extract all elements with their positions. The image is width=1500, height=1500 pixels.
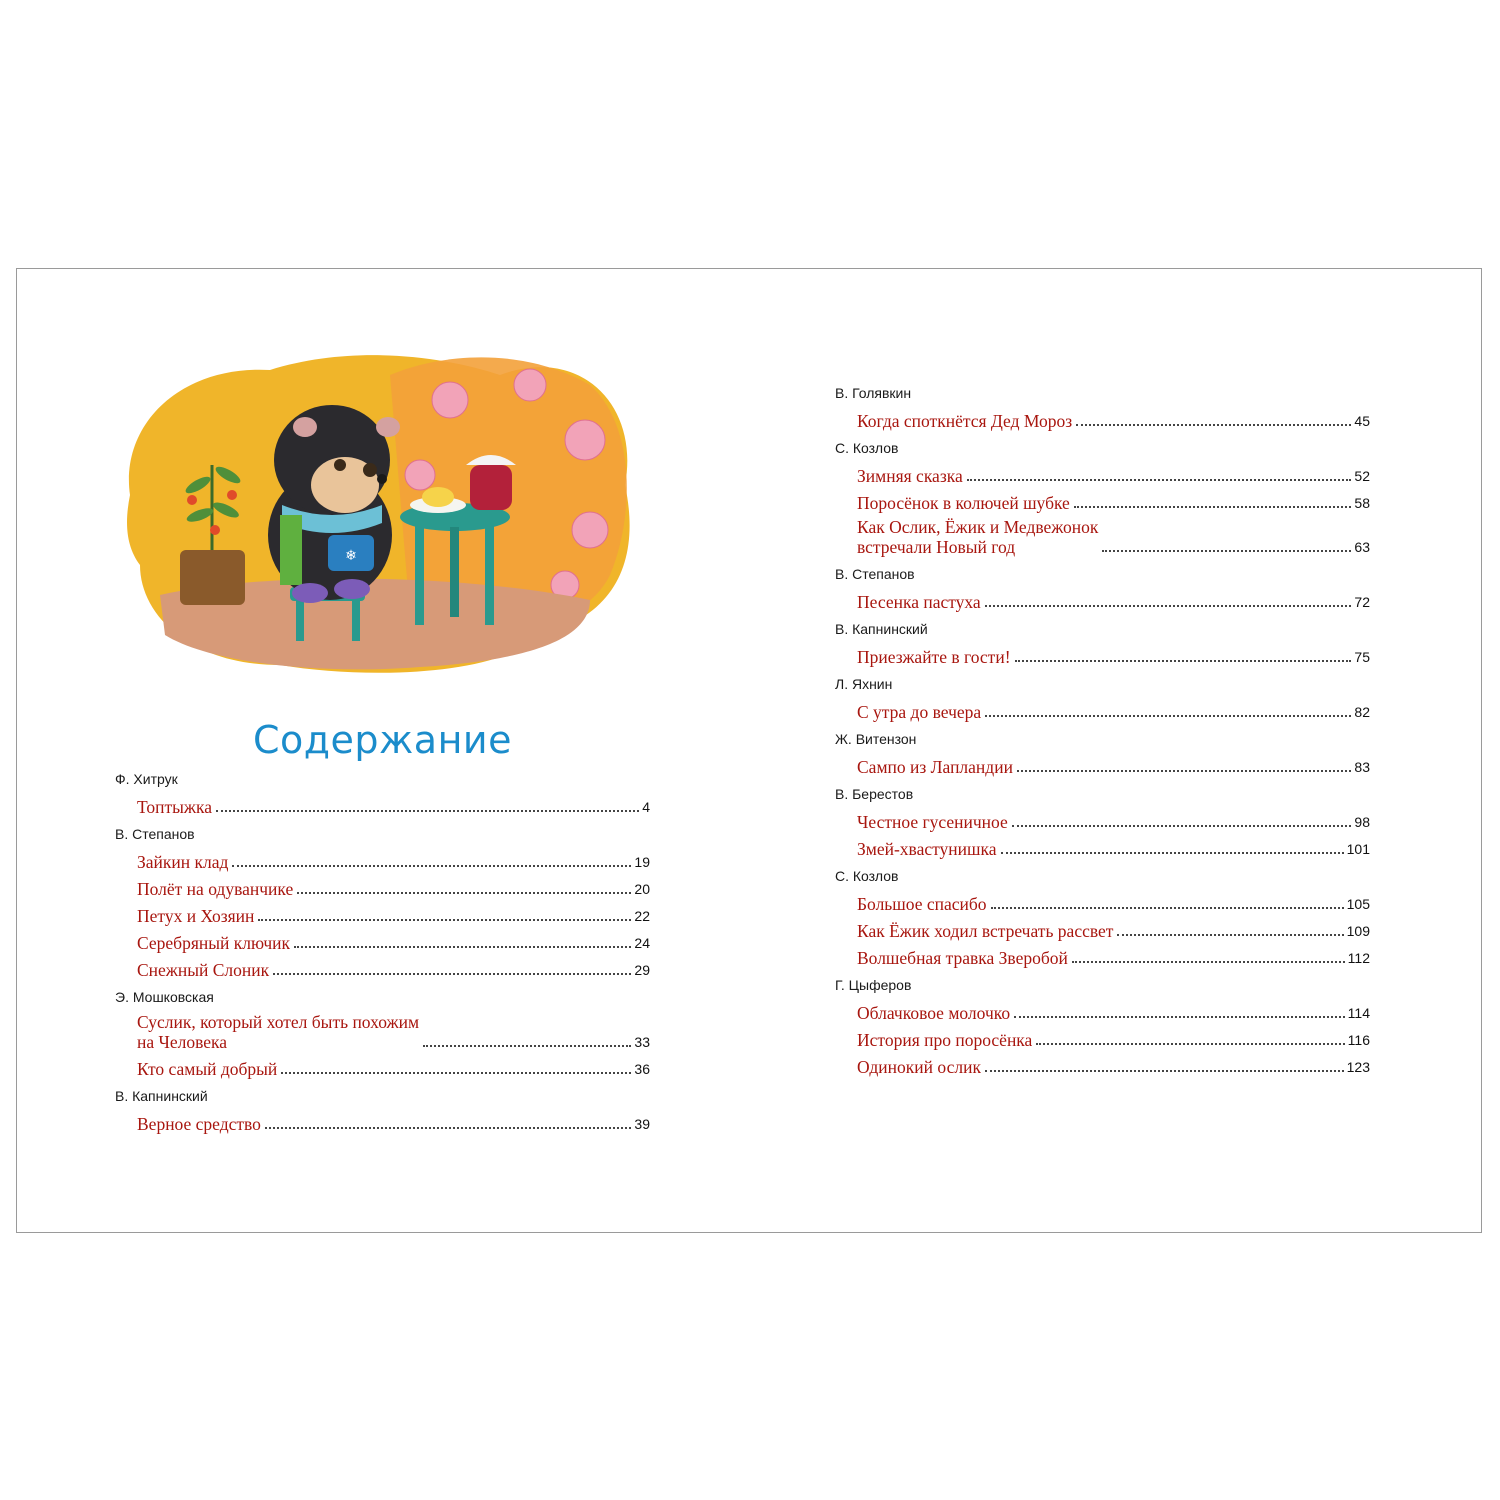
story-title: Приезжайте в гости! (857, 647, 1011, 667)
story-title: История про поросёнка (857, 1030, 1033, 1050)
story-title: Полёт на одуванчике (137, 879, 294, 899)
story-title: Сампо из Лапландии (857, 757, 1013, 777)
author-name: Ж. Витензон (835, 731, 917, 747)
toc-entry[interactable] (857, 695, 1370, 722)
toc-entry[interactable] (857, 486, 1370, 513)
toc-title: Содержание (253, 718, 512, 762)
page-number: 45 (1354, 413, 1370, 429)
story-title: Волшебная травка Зверобой (857, 948, 1068, 968)
page-number: 82 (1354, 704, 1370, 720)
dot-leader (232, 864, 631, 867)
story-title: Как Ослик, Ёжик и Медвежонок встречали Новый год (857, 517, 1099, 557)
dot-leader (273, 972, 631, 975)
author-name: Г. Цыферов (835, 977, 912, 993)
author-name: Ф. Хитрук (115, 771, 178, 787)
toc-entry[interactable] (137, 953, 650, 980)
story-title: Суслик, который хотел быть похожим на Человека (137, 1012, 420, 1052)
toc-entry[interactable] (857, 805, 1370, 832)
story-title: С утра до вечера (857, 702, 982, 722)
page-number: 4 (642, 799, 650, 815)
page-number: 63 (1354, 539, 1370, 555)
story-title: Снежный Слоник (137, 960, 270, 980)
story-title: Поросёнок в колючей шубке (857, 493, 1070, 513)
page-number: 114 (1347, 1005, 1370, 1021)
toc-entry[interactable] (857, 404, 1370, 431)
story-title: Песенка пастуха (857, 592, 981, 612)
dot-leader (1074, 505, 1352, 508)
toc-entry[interactable] (857, 996, 1370, 1023)
page-number: 112 (1347, 950, 1370, 966)
story-title: Облачковое молочко (857, 1003, 1011, 1023)
page-number: 29 (634, 962, 650, 978)
author-name: С. Козлов (835, 868, 899, 884)
toc-entry[interactable] (137, 845, 650, 872)
dot-leader (1015, 659, 1352, 662)
dot-leader (258, 918, 631, 921)
dot-leader (1001, 851, 1344, 854)
dot-leader (985, 604, 1352, 607)
dot-leader (991, 906, 1344, 909)
story-title: Одинокий ослик (857, 1057, 981, 1077)
toc-entry[interactable] (137, 899, 650, 926)
dot-leader (294, 945, 631, 948)
story-title: Большое спасибо (857, 894, 987, 914)
toc-entry[interactable] (857, 887, 1370, 914)
story-title: Зайкин клад (137, 852, 229, 872)
page-number: 116 (1347, 1032, 1370, 1048)
page-number: 72 (1354, 594, 1370, 610)
page-number: 58 (1354, 495, 1370, 511)
page-number: 39 (634, 1116, 650, 1132)
toc-entry[interactable] (857, 832, 1370, 859)
dot-leader (1012, 824, 1352, 827)
dot-leader (1076, 423, 1351, 426)
page-number: 123 (1346, 1059, 1370, 1075)
toc-entry[interactable] (857, 1023, 1370, 1050)
toc-entry[interactable] (857, 941, 1370, 968)
page-number: 19 (634, 854, 650, 870)
author-name: В. Капнинский (115, 1088, 208, 1104)
author-name: В. Степанов (115, 826, 195, 842)
page-number: 22 (634, 908, 650, 924)
page-number: 52 (1354, 468, 1370, 484)
toc-entry[interactable] (137, 790, 650, 817)
story-title: Змей-хвастунишка (857, 839, 997, 859)
author-name: В. Голявкин (835, 385, 912, 401)
story-title: Кто самый добрый (137, 1059, 278, 1079)
dot-leader (423, 1044, 631, 1047)
toc-entry[interactable] (857, 459, 1370, 486)
story-title: Топтыжка (137, 797, 212, 817)
page-number: 24 (634, 935, 650, 951)
dot-leader (967, 478, 1352, 481)
toc-entry[interactable] (137, 1008, 650, 1052)
page-number: 109 (1346, 923, 1370, 939)
author-name: В. Берестов (835, 786, 914, 802)
story-title: Петух и Хозяин (137, 906, 255, 926)
page-number: 105 (1346, 896, 1370, 912)
hedgehog-illustration (120, 345, 645, 685)
toc-entry[interactable] (857, 1050, 1370, 1077)
story-title: Честное гусеничное (857, 812, 1008, 832)
author-name: Л. Яхнин (835, 676, 893, 692)
toc-entry[interactable] (137, 1107, 650, 1134)
toc-entry[interactable] (857, 914, 1370, 941)
toc-entry[interactable] (857, 750, 1370, 777)
dot-leader (1072, 960, 1345, 963)
story-title: Серебряный ключик (137, 933, 291, 953)
dot-leader (985, 1069, 1344, 1072)
story-title: Как Ёжик ходил встречать рассвет (857, 921, 1114, 941)
dot-leader (265, 1126, 631, 1129)
author-name: В. Капнинский (835, 621, 928, 637)
toc-entry[interactable] (137, 926, 650, 953)
page-number: 101 (1346, 841, 1370, 857)
dot-leader (1117, 933, 1343, 936)
author-name: В. Степанов (835, 566, 915, 582)
page-number: 36 (634, 1061, 650, 1077)
story-title: Зимняя сказка (857, 466, 963, 486)
toc-entry[interactable] (857, 513, 1370, 557)
dot-leader (1014, 1015, 1345, 1018)
dot-leader (297, 891, 631, 894)
toc-right-column (835, 384, 1370, 1077)
dot-leader (1102, 549, 1351, 552)
page-number: 83 (1354, 759, 1370, 775)
author-name: С. Козлов (835, 440, 899, 456)
cup-snowflake-mark: ❄ (345, 548, 357, 564)
page-number: 98 (1354, 814, 1370, 830)
dot-leader (1017, 769, 1351, 772)
page-number: 33 (634, 1034, 650, 1050)
dot-leader (985, 714, 1351, 717)
toc-entry[interactable] (137, 872, 650, 899)
author-name: Э. Мошковская (115, 989, 214, 1005)
story-title: Верное средство (137, 1114, 261, 1134)
page-number: 20 (634, 881, 650, 897)
toc-entry[interactable] (857, 640, 1370, 667)
dot-leader (216, 809, 639, 812)
toc-entry[interactable] (857, 585, 1370, 612)
dot-leader (281, 1071, 631, 1074)
toc-entry[interactable] (137, 1052, 650, 1079)
story-title: Когда споткнётся Дед Мороз (857, 411, 1073, 431)
toc-left-column (115, 770, 650, 1134)
page-number: 75 (1354, 649, 1370, 665)
dot-leader (1036, 1042, 1344, 1045)
